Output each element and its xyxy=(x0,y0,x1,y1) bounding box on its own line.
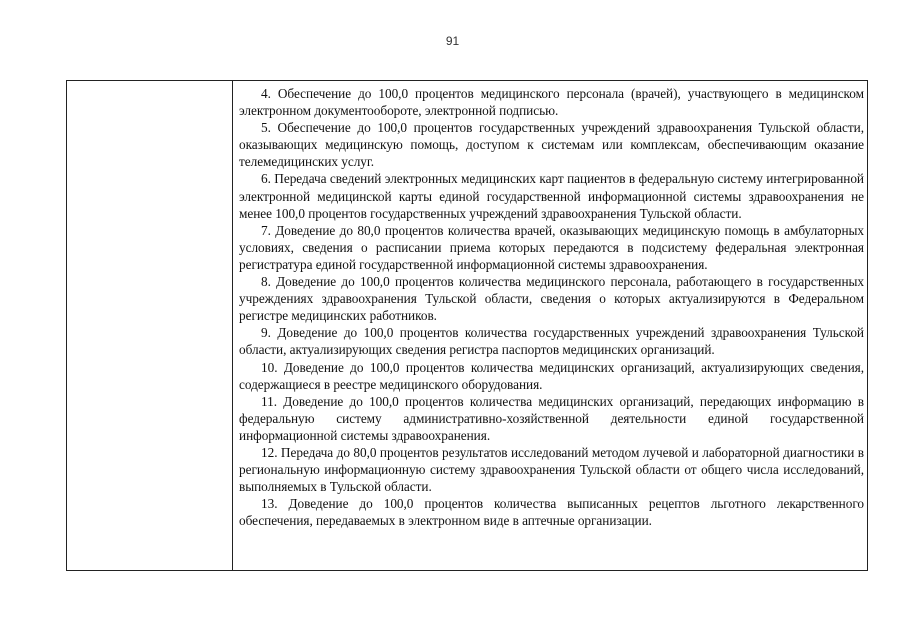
list-item-11: 11. Доведение до 100,0 процентов количества медицинских организаций, передающих информацию в федеральную систему административно-хозяйственной деятельности единой государственной информационной системы здравоохранения. xyxy=(239,393,864,443)
list-item-10: 10. Доведение до 100,0 процентов количества медицинских организаций, актуализирующих сведения, содержащиеся в реестре медицинского оборудования. xyxy=(239,359,864,392)
table-right-column xyxy=(233,81,867,570)
list-item-13: 13. Доведение до 100,0 процентов количества выписанных рецептов льготного лекарственного обеспечения, передаваемых в электронном виде в аптечные организации. xyxy=(239,496,864,529)
list-item-4: 4. Обеспечение до 100,0 процентов медицинского персонала (врачей), участвующего в медицинском электронном документообороте, электронной подписью. xyxy=(239,86,864,119)
list-item-6: 6. Передача сведений электронных медицинских карт пациентов в федеральную систему интегрированной электронной медицинской карты единой государственной информационной системы здравоохранения не менее 100,0 процентов государственных учреждений здравоохранения Тульской области. xyxy=(239,171,864,221)
page-number: 91 xyxy=(445,34,460,48)
list-item-9: 9. Доведение до 100,0 процентов количества государственных учреждений здравоохранения Тульской области, актуализирующих сведения регистра паспортов медицинских организаций. xyxy=(239,325,864,358)
list-item-7: 7. Доведение до 80,0 процентов количества врачей, оказывающих медицинскую помощь в амбулаторных условиях, сведения о расписании приема которых передаются в подсистему федеральная электронная регистратура единой государственной информационной системы здравоохранения. xyxy=(239,222,864,272)
table-left-column xyxy=(67,81,233,570)
list-item-12: 12. Передача до 80,0 процентов результатов исследований методом лучевой и лабораторной диагностики в региональную информационную систему здравоохранения Тульской области от общего числа исследований, выполняемых в Тульской области. xyxy=(239,444,864,495)
document-table xyxy=(66,80,868,571)
list-item-5: 5. Обеспечение до 100,0 процентов государственных учреждений здравоохранения Тульской области, оказывающих медицинскую помощь, доступом к системам или комплексам, обеспечивающим оказание телемедицинских услуг. xyxy=(239,120,864,170)
list-item-8: 8. Доведение до 100,0 процентов количества медицинского персонала, работающего в государственных учреждениях здравоохранения Тульской области, сведения о которых актуализируются в Федеральном регистре медицинских работников. xyxy=(239,274,864,324)
